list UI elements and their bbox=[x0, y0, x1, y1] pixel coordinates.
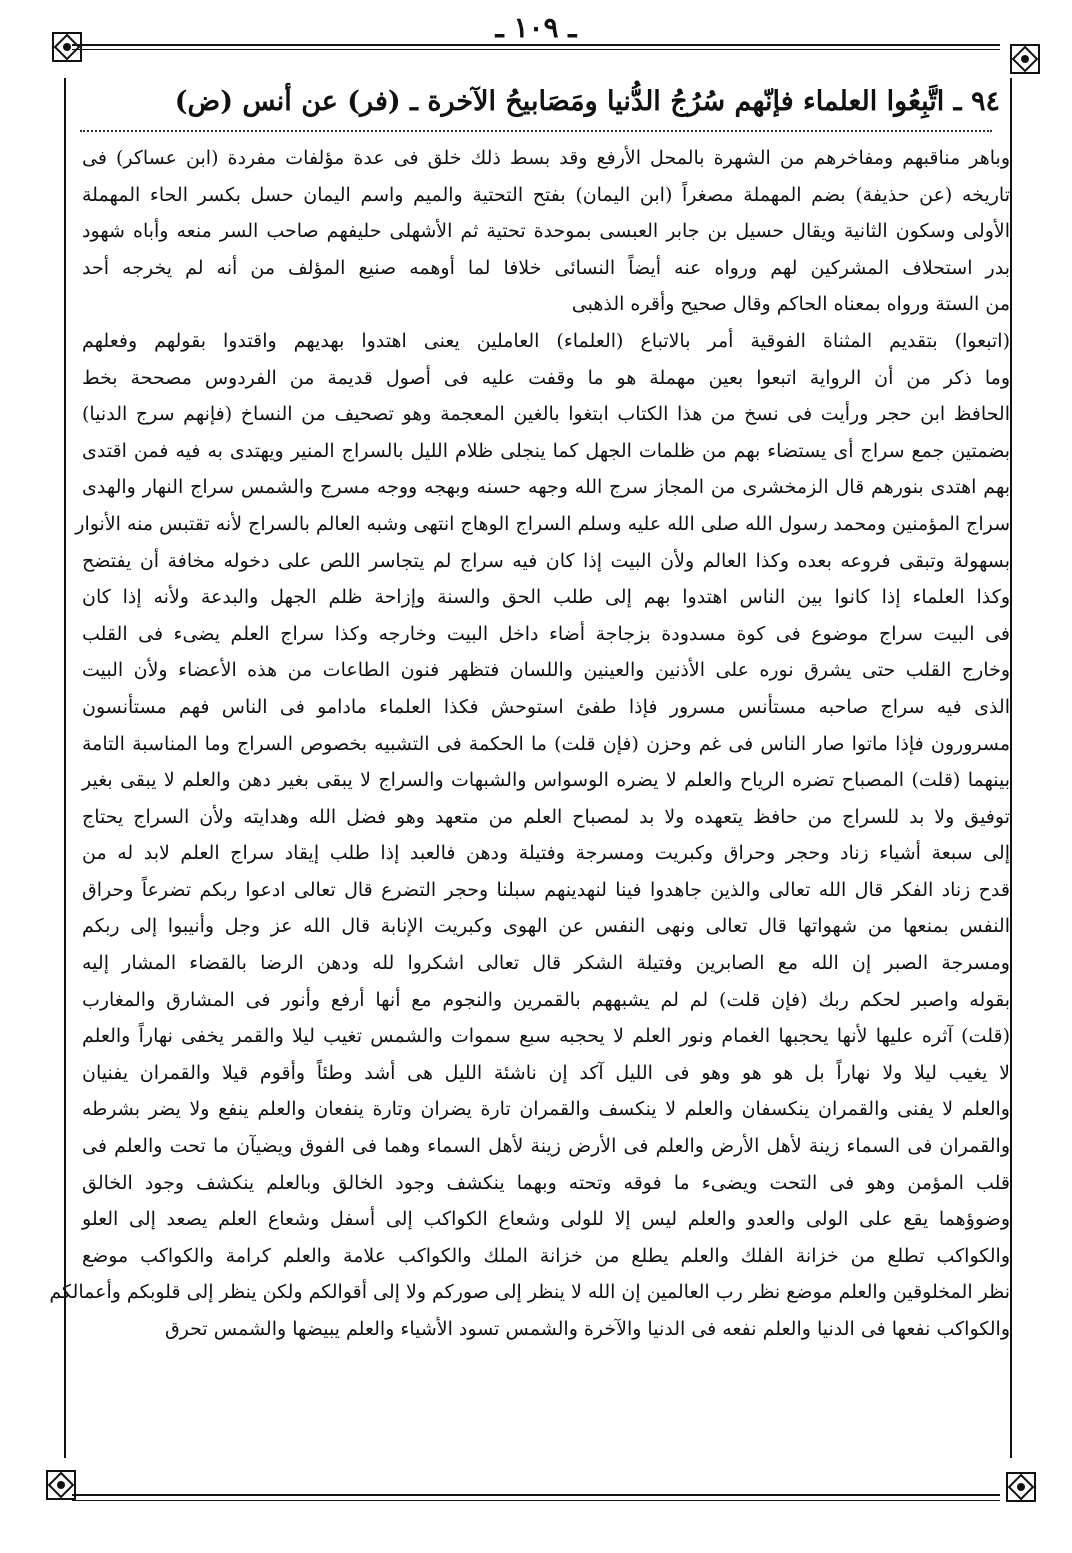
hadith-header: ٩٤ ـ اتَّبِعُوا العلماء فإنّهم سُرُجُ الدُّنيا ومَصَابيحُ الآخرة ـ (فر) عن أنس (ض) bbox=[174, 86, 1000, 117]
corner-ornament-icon bbox=[1008, 42, 1042, 76]
commentary-line: ومسرجة الصبر إن الله مع الصابرين وفتيلة الشكر قال تعالى اشكروا لله ودهن الرضا بالقضاء المشار إليه bbox=[82, 952, 1010, 975]
commentary-line: بينهما (قلت) المصباح تضره الرياح والعلم لا يضره الوسواس والشبهات والسراج لا يبقى بغير دهن والعلم لا يبقى بغير bbox=[82, 769, 1010, 792]
commentary-line: والعلم لا يفنى والقمران ينكسفان والعلم لا ينكسف والقمران تارة يضران وتارة ينفعان والعلم ينفع ولا يضر بشرطه bbox=[82, 1098, 1010, 1121]
commentary-line: بهم اهتدى بنورهم قال الزمخشرى من المجاز سرج الله وجهه حسنه وبهجه ووجه مسرج والشمس سراج النهار والهدى bbox=[82, 476, 1010, 499]
commentary-line: وما ذكر من أن الرواية اتبعوا بعين مهملة هو ما وقفت عليه فى أصول قديمة من الفردوس مصححة بخط bbox=[82, 366, 1010, 389]
corner-ornament-icon bbox=[50, 30, 84, 64]
commentary-line: بضمتين جمع سراج أى يستضاء بهم من ظلمات الجهل كما ينجلى ظلام الليل بالسراج المنير ويهتدى به فيه فمن اقتدى bbox=[82, 439, 1010, 462]
commentary-line: من الستة ورواه بمعناه الحاكم وقال صحيح وأقره الذهبى bbox=[571, 293, 1010, 316]
frame-bottom-rule bbox=[72, 1494, 1000, 1496]
commentary-body bbox=[49, 140, 1010, 1490]
commentary-line: والكواكب نفعها فى الدنيا والعلم نفعه فى الدنيا والآخرة والشمس تسود الأشياء والعلم يبيضها والشمس تحرق bbox=[164, 1318, 1010, 1340]
commentary-line: فى البيت سراج موضوع فى كوة مسدودة بزجاجة أضاء داخل البيت وخارجه وكذا سراج العلم يضىء فى القلب bbox=[82, 622, 1010, 645]
corner-ornament-icon bbox=[44, 1468, 78, 1502]
commentary-line: الحافظ ابن حجر ورأيت فى نسخ من هذا الكتاب ابتغوا بالغين المعجمة وهو تصحيف من النساخ (فإنهم سرج الدنيا) bbox=[82, 403, 1010, 426]
commentary-line: نظر المخلوقين والعلم موضع نظر رب العالمين إن الله لا ينظر إلى صوركم ولا إلى أقوالكم ولكن ينظر إلى قلوبكم وأعمالكم bbox=[49, 1281, 1010, 1304]
commentary-line: توفيق ولا بد للسراج من حافظ يتعهده ولا بد لمصباح العلم من متعهد وهو فضل الله وهدايته ولأن السراج يحتاج bbox=[82, 805, 1010, 828]
commentary-line: (اتبعوا) بتقديم المثناة الفوقية أمر بالاتباع (العلماء) العاملين يعنى اهتدوا بهديهم واقتدوا بقولهم وفعلهم bbox=[82, 329, 1010, 352]
page-number: ـ ١٠٩ ـ bbox=[495, 11, 577, 44]
commentary-line: وخارج القلب حتى يشرق نوره على الأذنين والعينين واللسان فتظهر فنون الطاعات من هذه الأعضاء ولأن البيت bbox=[82, 659, 1010, 682]
commentary-line: قدح زناد الفكر قال الله تعالى والذين جاهدوا فينا لنهدينهم سبلنا وحجر التضرع قال تعالى ادعوا ربكم تضرعاً وحراق bbox=[82, 878, 1010, 901]
commentary-line: تاريخه (عن حذيفة) بضم المهملة مصغراً (ابن اليمان) بفتح التحتية والميم واسم اليمان حسل بكسر الحاء المهملة bbox=[82, 183, 1010, 206]
commentary-line: وضوؤهما يقع على الولى والعدو والعلم ليس إلا للولى وشعاع الكواكب إلى أسفل وشعاع العلم يصعد إلى العلو bbox=[82, 1208, 1010, 1231]
commentary-line: قلب المؤمن وهو فى التحت ويضىء ما فوقه وتحته وبهما ينكشف وجود الخالق وبالعلم ينكشف وجود الخالق bbox=[82, 1171, 1010, 1194]
frame-top-rule bbox=[72, 44, 1000, 46]
commentary-line: والكواكب تطلع من خزانة الفلك والعلم يطلع من خزانة الملك والكواكب علامة والعلم كرامة والكواكب موضع bbox=[82, 1244, 1010, 1267]
frame-bottom-rule-inner bbox=[72, 1500, 1000, 1501]
commentary-line: وباهر مناقبهم ومفاخرهم من الشهرة بالمحل الأرفع وقد بسط ذلك خلق فى عدة مؤلفات مفردة (ابن عساكر) فى bbox=[82, 147, 1010, 169]
commentary-line: مسرورون فإذا ماتوا صار الناس فى غم وحزن (فإن قلت) ما الحكمة فى التشبيه بخصوص السراج وما المناسبة التامة bbox=[82, 732, 1010, 755]
commentary-line: بسهولة وتبقى فروعه بعده وكذا العالم ولأن البيت إذا كان فيه سراج لم يتجاسر اللص على دخوله مخافة أن يفتضح bbox=[82, 549, 1010, 572]
commentary-line: الأولى وسكون الثانية ويقال حسيل بن جابر العبسى بموحدة تحتية ثم الأشهلى حليفهم صاحب السر منعه وأباه شهود bbox=[82, 220, 1010, 243]
commentary-line: النفس بمنعها من شهواتها قال تعالى ونهى النفس عن الهوى وكبريت الإنابة قال الله عز وجل وأنيبوا إلى ربكم bbox=[82, 915, 1010, 938]
header-divider bbox=[80, 130, 992, 132]
commentary-line: بقوله واصبر لحكم ربك (فإن قلت) لم لم يشبههم بالقمرين والنجوم مع أنها أرفع وأنور فى المشارق والمغارب bbox=[82, 988, 1010, 1011]
commentary-line: سراج المؤمنين ومحمد رسول الله صلى الله عليه وسلم السراج الوهاج انتهى وشبه العالم بالسراج لأنه تقتبس منه الأنوار bbox=[75, 512, 1010, 535]
commentary-line: (قلت) آثره عليها لأنها يحجبها الغمام ونور العلم لا يحجبه سبع سموات والشمس تغيب ليلا والقمر يخفى نهاراً والعلم bbox=[82, 1025, 1010, 1048]
commentary-line: بدر استحلاف المشركين لهم ورواه عنه أيضاً النسائى خلافا لما أوهمه صنيع المؤلف من أنه لم يخرجه أحد bbox=[82, 256, 1010, 279]
frame-left-rule bbox=[64, 78, 66, 1458]
commentary-line: وكذا العلماء إذا كانوا بين الناس اهتدوا بهم إلى طلب الحق والسنة وإزاحة ظلم الجهل والبدعة ولأنه إذا كان bbox=[82, 586, 1010, 609]
frame-right-rule bbox=[1010, 78, 1012, 1458]
commentary-line: لا يغيب ليلا ولا نهاراً بل هو هو وهو فى الليل آكد إن ناشئة الليل هى أشد وطئاً وأقوم قيلا والقمران يفنيان bbox=[82, 1061, 1010, 1084]
frame-top-rule-inner bbox=[72, 49, 1000, 50]
commentary-line: إلى سبعة أشياء زناد وحجر وحراق وكبريت ومسرجة وفتيلة ودهن فالعبد إذا طلب إيقاد سراج العلم لابد له من bbox=[82, 842, 1010, 865]
commentary-line: والقمران فى السماء زينة لأهل الأرض والعلم فى الأرض زينة لأهل السماء وهما فى الفوق ويضيآن ما تحت والعلم فى bbox=[82, 1135, 1010, 1158]
commentary-line: الذى فيه سراج صاحبه مستأنس مسرور فإذا طفئ استوحش فكذا العلماء مادامو فى الناس فهم مستأنسون bbox=[82, 695, 1010, 718]
